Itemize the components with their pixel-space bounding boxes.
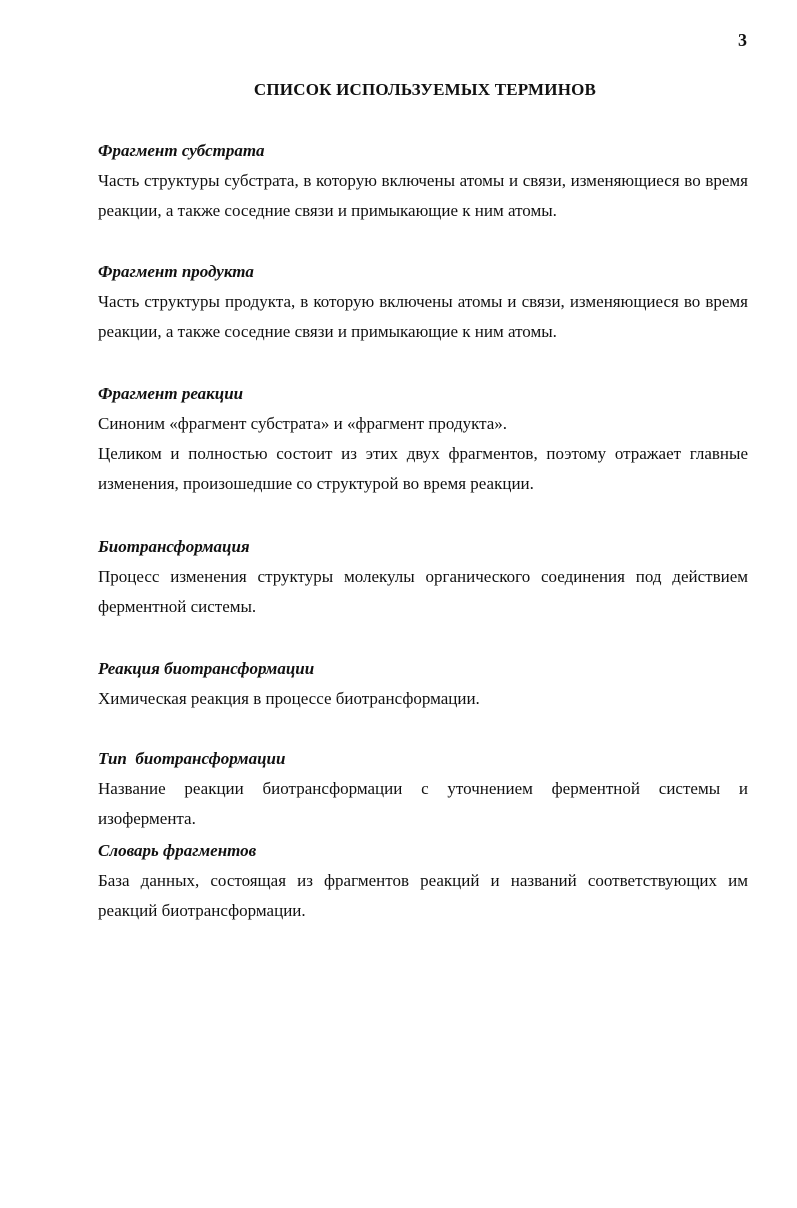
term-title: Фрагмент субстрата xyxy=(98,141,265,160)
term-title: Реакция биотрансформации xyxy=(98,659,315,678)
definition-paragraph: Название реакции биотрансформации с уточнением ферментной системы и изофермента. xyxy=(98,779,748,828)
term-title: Фрагмент реакции xyxy=(98,384,244,403)
definition-paragraph: Целиком и полностью состоит из этих двух фрагментов, поэтому отражает главные изменения, произошедшие со структурой во время реакции. xyxy=(98,444,748,493)
definition-paragraph: Часть структуры продукта, в которую включены атомы и связи, изменяющиеся во время реакции, а также соседние связи и примыкающие к ним атомы. xyxy=(98,292,748,341)
term-title: Фрагмент продукта xyxy=(98,262,254,281)
term-entry-product-fragment xyxy=(98,261,748,347)
term-title: Биотрансформация xyxy=(98,537,250,556)
term-title: Словарь фрагментов xyxy=(98,841,257,860)
definition-paragraph: База данных, состоящая из фрагментов реакций и названий соответствующих им реакций биотрансформации. xyxy=(98,871,748,920)
term-entry-substrate-fragment xyxy=(98,140,748,226)
term-entry-fragment-dictionary xyxy=(98,840,748,926)
page-title: СПИСОК ИСПОЛЬЗУЕМЫХ ТЕРМИНОВ xyxy=(253,80,597,99)
term-entry-reaction-fragment xyxy=(98,383,748,499)
term-definition xyxy=(98,866,748,926)
term-definition xyxy=(98,562,748,622)
definition-paragraph: Химическая реакция в процессе биотрансформации. xyxy=(98,689,480,708)
term-definition xyxy=(98,774,748,834)
term-definition xyxy=(98,166,748,226)
term-entry-biotransformation xyxy=(98,536,748,622)
definition-paragraph: Часть структуры субстрата, в которую включены атомы и связи, изменяющиеся во время реакции, а также соседние связи и примыкающие к ним атомы. xyxy=(98,171,748,220)
term-definition xyxy=(98,287,748,347)
term-entry-biotransformation-type xyxy=(98,748,748,834)
term-definition xyxy=(98,684,748,714)
term-title: Тип биотрансформации xyxy=(98,749,286,768)
term-entry-biotransformation-reaction xyxy=(98,658,748,714)
definition-paragraph: Синоним «фрагмент субстрата» и «фрагмент продукта». xyxy=(98,414,508,433)
page-number: 3 xyxy=(738,30,747,50)
definition-paragraph: Процесс изменения структуры молекулы органического соединения под действием ферментной системы. xyxy=(98,567,748,616)
term-definition xyxy=(98,409,748,499)
